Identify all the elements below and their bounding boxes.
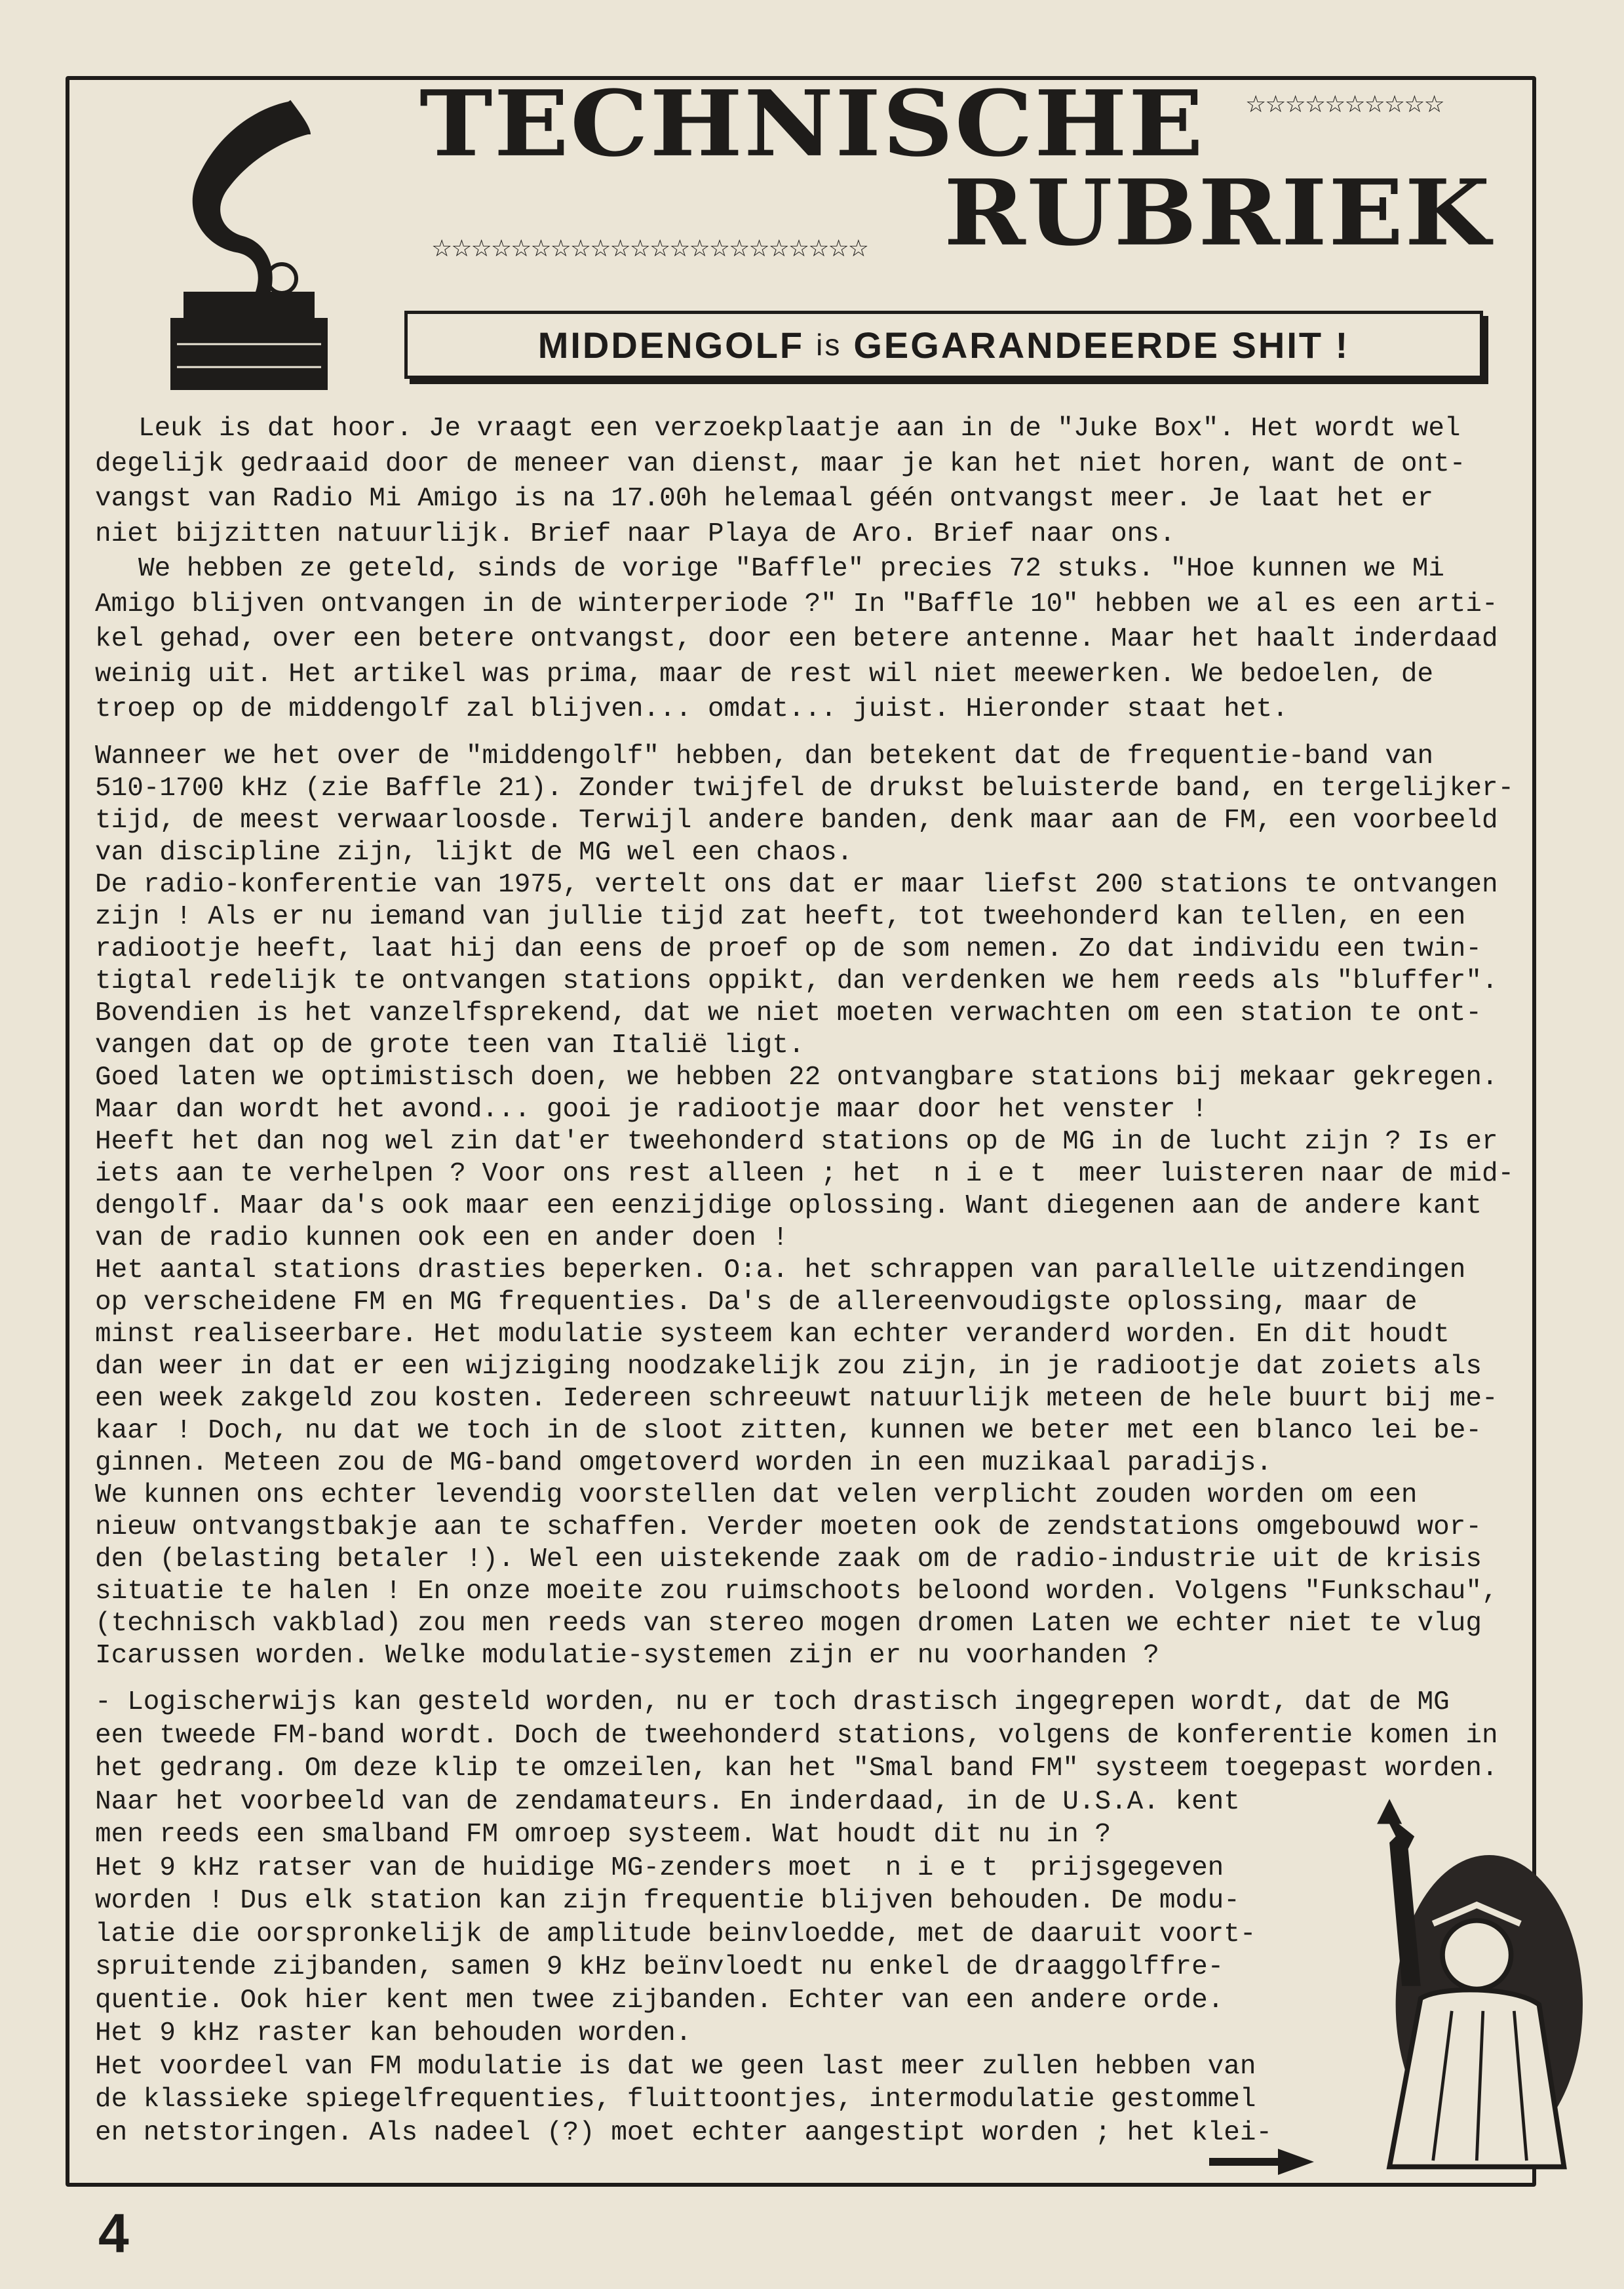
text-line: latie die oorspronkelijk de amplitude beinvloedde, met de daaruit voort- xyxy=(95,1919,1256,1949)
intro-paragraph xyxy=(95,412,1498,728)
text-line: We hebben ze geteld, sinds de vorige "Baffle" precies 72 stuks. "Hoe kunnen we Mi xyxy=(138,554,1444,584)
text-line: degelijk gedraaid door de meneer van dienst, maar je kan het niet horen, want de ont- xyxy=(95,448,1466,479)
text-line: Heeft het dan nog wel zin dat'er tweehonderd stations op de MG in de lucht zijn ? Is er xyxy=(95,1127,1498,1157)
text-line: Wanneer we het over de "middengolf" hebben, dan betekent dat de frequentie-band van xyxy=(95,741,1434,772)
text-line: troep op de middengolf zal blijven... omdat... juist. Hieronder staat het. xyxy=(95,694,1288,724)
text-line: dengolf. Maar da's ook maar een eenzijdige oplossing. Want diegenen aan de andere kant xyxy=(95,1191,1482,1221)
text-line: tijd, de meest verwaarloosde. Terwijl andere banden, denk maar aan de FM, een voorbeeld xyxy=(95,806,1498,836)
statue-of-liberty-icon xyxy=(1327,1790,1583,2176)
text-line: Leuk is dat hoor. Je vraagt een verzoekplaatje aan in de "Juke Box". Het wordt wel xyxy=(138,414,1461,444)
text-line: We kunnen ons echter levendig voorstellen dat velen verplicht zouden worden om een xyxy=(95,1480,1418,1510)
banner-text-1: MIDDENGOLF xyxy=(537,324,805,366)
text-line: Het aantal stations drasties beperken. O:a. het schrappen van parallelle uitzendingen xyxy=(95,1255,1466,1285)
text-line: Het voordeel van FM modulatie is dat we geen last meer zullen hebben van xyxy=(95,2051,1256,2082)
text-line: dan weer in dat er een wijziging noodzakelijk zou zijn, in je radiootje dat zoiets als xyxy=(95,1352,1482,1382)
title-line-2: RUBRIEK xyxy=(944,160,1492,266)
text-line: worden ! Dus elk station kan zijn frequentie blijven behouden. De modu- xyxy=(95,1886,1240,1916)
text-line: op verscheidene FM en MG frequenties. Da's de allereenvoudigste oplossing, maar de xyxy=(95,1287,1418,1318)
text-line: zijn ! Als er nu iemand van jullie tijd zat heeft, tot tweehonderd kan tellen, en een xyxy=(95,902,1466,932)
arrow-right-icon xyxy=(1209,2149,1314,2175)
text-line: niet bijzitten natuurlijk. Brief naar Playa de Aro. Brief naar ons. xyxy=(95,518,1176,549)
main-article-text xyxy=(95,741,1514,1672)
subtitle-banner xyxy=(404,311,1483,379)
text-line: Het 9 kHz ratser van de huidige MG-zenders moet n i e t prijsgegeven xyxy=(95,1852,1224,1883)
text-line: Amigo blijven ontvangen in de winterperiode ?" In "Baffle 10" hebben we al es een arti- xyxy=(95,589,1498,619)
text-line: (technisch vakblad) zou men reeds van stereo mogen dromen Laten we echter niet te vlug xyxy=(95,1609,1482,1639)
text-line: Icarussen worden. Welke modulatie-systemen zijn er nu voorhanden ? xyxy=(95,1641,1159,1671)
text-line: vangst van Radio Mi Amigo is na 17.00h helemaal géén ontvangst meer. Je laat het er xyxy=(95,484,1434,514)
page-number: 4 xyxy=(98,2202,129,2264)
text-line: Het 9 kHz raster kan behouden worden. xyxy=(95,2018,692,2048)
text-line: spruitende zijbanden, samen 9 kHz beïnvloedt nu enkel de draaggolffre- xyxy=(95,1952,1224,1982)
stars-decoration-right: ☆☆☆☆☆☆☆☆☆☆ xyxy=(1245,91,1444,118)
text-line: de klassieke spiegelfrequenties, fluittoontjes, intermodulatie gestommel xyxy=(95,2084,1256,2115)
title-line-1: TECHNISCHE xyxy=(419,71,1205,177)
text-line: weinig uit. Het artikel was prima, maar de rest wil niet meewerken. We bedoelen, de xyxy=(95,659,1434,690)
banner-text-2: is xyxy=(816,328,842,362)
text-line: Maar dan wordt het avond... gooi je radiootje maar door het venster ! xyxy=(95,1095,1208,1125)
text-line: kaar ! Doch, nu dat we toch in de sloot zitten, kunnen we beter met een blanco lei be- xyxy=(95,1416,1482,1446)
text-line: van de radio kunnen ook een en ander doen ! xyxy=(95,1223,788,1253)
text-line: Bovendien is het vanzelfsprekend, dat we niet moeten verwachten om een station te ont- xyxy=(95,998,1482,1028)
text-line: het gedrang. Om deze klip te omzeilen, kan het "Smal band FM" systeem toegepast worden. xyxy=(95,1753,1498,1784)
fm-section-text xyxy=(95,1686,1498,2149)
text-line: - Logischerwijs kan gesteld worden, nu er toch drastisch ingegrepen wordt, dat de MG xyxy=(95,1687,1450,1717)
text-line: men reeds een smalband FM omroep systeem. Wat houdt dit nu in ? xyxy=(95,1820,1112,1850)
text-line: nieuw ontvangstbakje aan te schaffen. Verder moeten ook de zendstations omgebouwd wor- xyxy=(95,1512,1482,1542)
text-line: van discipline zijn, lijkt de MG wel een chaos. xyxy=(95,838,853,868)
text-line: quentie. Ook hier kent men twee zijbanden. Echter van een andere orde. xyxy=(95,1985,1224,2016)
text-line: tigtal redelijk te ontvangen stations oppikt, dan verdenken we hem reeds als "bluffer". xyxy=(95,966,1498,996)
gramophone-icon xyxy=(157,95,341,397)
text-line: en netstoringen. Als nadeel (?) moet echter aangestipt worden ; het klei- xyxy=(95,2117,1273,2148)
text-line: een tweede FM-band wordt. Doch de tweehonderd stations, volgens de konferentie komen in xyxy=(95,1720,1498,1751)
text-line: kel gehad, over een betere ontvangst, door een betere antenne. Maar het haalt inderdaad xyxy=(95,624,1498,654)
text-line: iets aan te verhelpen ? Voor ons rest alleen ; het n i e t meer luisteren naar de mid- xyxy=(95,1159,1515,1189)
text-line: Naar het voorbeeld van de zendamateurs. En inderdaad, in de U.S.A. kent xyxy=(95,1786,1240,1817)
text-line: vangen dat op de grote teen van Italië ligt. xyxy=(95,1030,805,1061)
text-line: Goed laten we optimistisch doen, we hebben 22 ontvangbare stations bij mekaar gekregen. xyxy=(95,1063,1498,1093)
text-line: 510-1700 kHz (zie Baffle 21). Zonder twijfel de drukst beluisterde band, en tergelijker- xyxy=(95,773,1515,804)
stars-decoration-left: ☆☆☆☆☆☆☆☆☆☆☆☆☆☆☆☆☆☆☆☆☆☆ xyxy=(431,235,868,262)
text-line: De radio-konferentie van 1975, vertelt ons dat er maar liefst 200 stations te ontvangen xyxy=(95,870,1498,900)
text-line: situatie te halen ! En onze moeite zou ruimschoots beloond worden. Volgens "Funkschau", xyxy=(95,1576,1498,1607)
text-line: radiootje heeft, laat hij dan eens de proef op de som nemen. Zo dat individu een twin- xyxy=(95,934,1482,964)
banner-text-3: GEGARANDEERDE SHIT ! xyxy=(853,324,1350,366)
text-line: den (belasting betaler !). Wel een uistekende zaak om de radio-industrie uit de krisis xyxy=(95,1544,1482,1575)
text-line: ginnen. Meteen zou de MG-band omgetoverd worden in een muzikaal paradijs. xyxy=(95,1448,1273,1478)
text-line: een week zakgeld zou kosten. Iedereen schreeuwt natuurlijk meteen de hele buurt bij me- xyxy=(95,1384,1498,1414)
text-line: minst realiseerbare. Het modulatie systeem kan echter veranderd worden. En dit houdt xyxy=(95,1320,1450,1350)
